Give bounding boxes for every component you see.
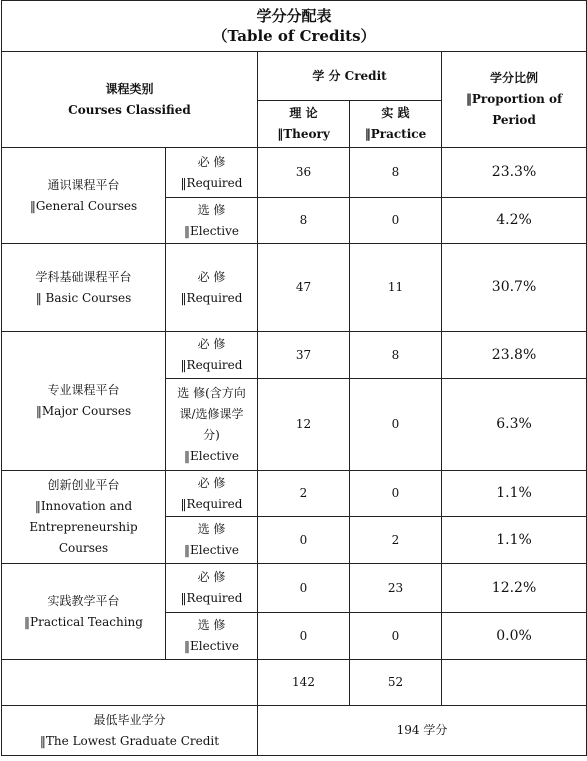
practice-credit: 8 (350, 332, 442, 379)
course-type-line: ‖Required (180, 496, 243, 511)
platform-name (2, 148, 166, 244)
practice-credit: 0 (350, 379, 442, 471)
course-type-line: 必 修 (197, 154, 226, 169)
proportion-value: 23.8% (442, 332, 587, 379)
course-type-line: 必 修 (197, 269, 226, 284)
footer-row (2, 706, 587, 756)
platform-name-line: ‖Practical Teaching (24, 614, 143, 629)
total-theory: 142 (258, 660, 350, 706)
title-cn: 学分分配表 (256, 7, 332, 25)
platform-name-line: 创新创业平台 (47, 478, 120, 492)
title-en: （Table of Credits） (212, 27, 376, 45)
proportion-header (442, 52, 587, 148)
proportion-header-cn: 学分比例 (490, 71, 539, 85)
platform-name-line: 学科基础课程平台 (35, 269, 132, 284)
min-credit-value: 194 学分 (258, 706, 587, 756)
course-type (166, 613, 258, 660)
course-type-line: ‖Elective (184, 448, 239, 463)
course-type-line: 课/选修课学 (179, 406, 244, 421)
course-type-line: ‖Elective (184, 543, 239, 557)
practice-credit: 11 (350, 244, 442, 332)
theory-credit: 0 (258, 517, 350, 564)
course-type-line: ‖Required (180, 358, 243, 372)
course-type-line: 分) (203, 427, 220, 442)
table-row (2, 244, 587, 332)
course-type (166, 244, 258, 332)
category-header-en: Courses Classified (68, 102, 191, 117)
theory-credit: 37 (258, 332, 350, 379)
platform-name-line: 通识课程平台 (47, 177, 120, 192)
course-type-line: ‖Elective (184, 223, 239, 238)
platform-name-line: ‖Innovation and (34, 499, 133, 513)
course-type-line: ‖Required (180, 290, 243, 305)
practice-credit: 8 (350, 148, 442, 198)
course-type-line: 必 修 (197, 570, 226, 584)
course-type-line: ‖Elective (184, 639, 239, 653)
min-credit-label-cn: 最低毕业学分 (93, 712, 166, 727)
min-credit-label (2, 706, 258, 756)
proportion-value: 1.1% (442, 471, 587, 517)
platform-name-line: ‖General Courses (29, 198, 138, 213)
course-type (166, 332, 258, 379)
category-header (2, 52, 258, 148)
theory-credit: 0 (258, 613, 350, 660)
theory-credit: 47 (258, 244, 350, 332)
credits-table (1, 0, 587, 756)
theory-credit: 2 (258, 471, 350, 517)
theory-credit: 36 (258, 148, 350, 198)
table-row (2, 471, 587, 517)
course-type-line: 选 修 (197, 522, 226, 536)
table-row (2, 332, 587, 379)
platform-name (2, 471, 166, 564)
title-row (2, 1, 587, 52)
platform-name (2, 332, 166, 471)
platform-name-line: Entrepreneurship Courses (29, 520, 138, 555)
proportion-header-en: ‖Proportion of Period (465, 92, 563, 127)
course-type-line: 选 修 (197, 202, 226, 217)
proportion-value: 12.2% (442, 564, 587, 613)
proportion-value: 23.3% (442, 148, 587, 198)
total-proportion-cell (442, 660, 587, 706)
proportion-value: 4.2% (442, 198, 587, 244)
theory-credit: 0 (258, 564, 350, 613)
proportion-value: 1.1% (442, 517, 587, 564)
total-practice: 52 (350, 660, 442, 706)
credit-header: 学 分 Credit (258, 52, 442, 101)
course-type-line: 必 修 (197, 337, 226, 351)
category-header-cn: 课程类别 (105, 81, 154, 96)
platform-name-line: 实践教学平台 (47, 593, 120, 608)
practice-header-en: ‖Practice (364, 127, 427, 141)
platform-name-line: ‖Major Courses (35, 404, 132, 418)
practice-credit: 23 (350, 564, 442, 613)
practice-header (350, 101, 442, 148)
table-title (2, 1, 587, 52)
platform-name (2, 564, 166, 660)
min-credit-label-en: ‖The Lowest Graduate Credit (39, 733, 220, 748)
table-row (2, 148, 587, 198)
platform-name (2, 244, 166, 332)
course-type-line: 选 修(含方向 (177, 385, 246, 400)
practice-credit: 0 (350, 471, 442, 517)
course-type (166, 379, 258, 471)
course-type-line: ‖Required (180, 591, 243, 605)
practice-credit: 2 (350, 517, 442, 564)
header-row-1 (2, 52, 587, 101)
totals-label-cell (2, 660, 258, 706)
course-type-line: 必 修 (197, 475, 226, 490)
proportion-value: 6.3% (442, 379, 587, 471)
course-type (166, 471, 258, 517)
proportion-value: 30.7% (442, 244, 587, 332)
course-type-line: ‖Required (180, 175, 243, 190)
platform-name-line: ‖ Basic Courses (35, 290, 132, 305)
course-type (166, 148, 258, 198)
platform-name-line: 专业课程平台 (47, 383, 120, 397)
practice-credit: 0 (350, 613, 442, 660)
practice-credit: 0 (350, 198, 442, 244)
theory-credit: 12 (258, 379, 350, 471)
theory-header-en: ‖Theory (277, 127, 330, 141)
course-type (166, 198, 258, 244)
totals-row (2, 660, 587, 706)
theory-header-cn: 理 论 (289, 106, 318, 120)
table-row (2, 564, 587, 613)
theory-header (258, 101, 350, 148)
proportion-value: 0.0% (442, 613, 587, 660)
course-type (166, 517, 258, 564)
course-type (166, 564, 258, 613)
course-type-line: 选 修 (197, 618, 226, 632)
theory-credit: 8 (258, 198, 350, 244)
practice-header-cn: 实 践 (381, 106, 410, 120)
